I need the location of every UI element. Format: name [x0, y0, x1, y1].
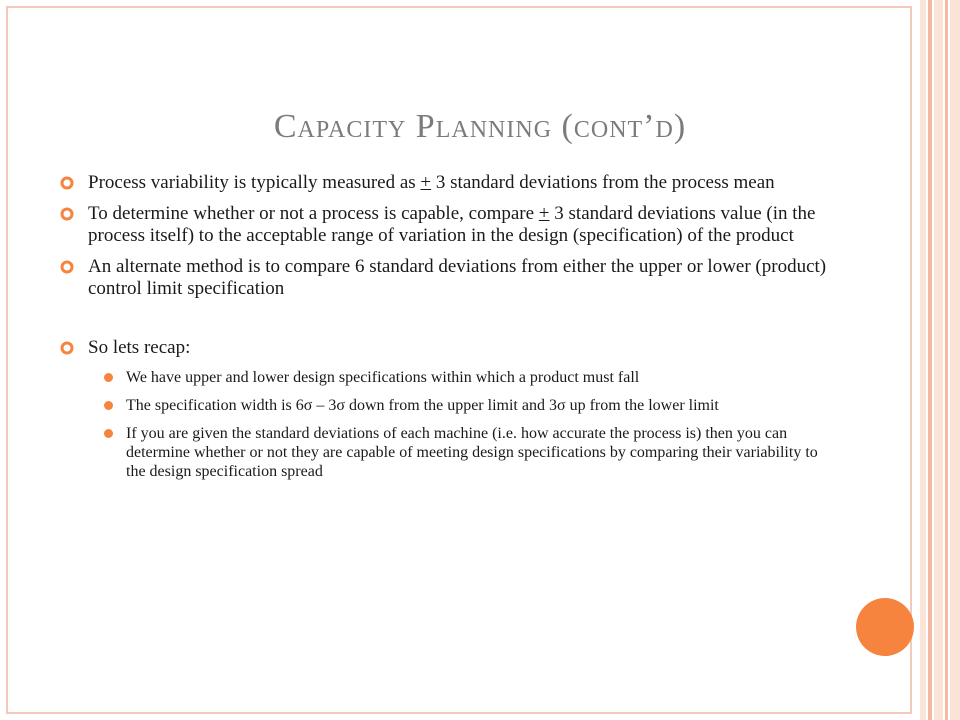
sub-bullet-text: The specification width is 6σ – 3σ down from the upper limit and 3σ up from the lower limit	[126, 397, 719, 414]
bullet-item	[60, 203, 840, 247]
sub-bullet-item	[60, 424, 840, 481]
bullet-text: An alternate method is to compare 6 standard deviations from either the upper or lower (product) control limit specification	[88, 256, 827, 299]
bullet-text: So lets recap:	[88, 337, 191, 358]
sub-bullet-text: We have upper and lower design specifications within which a product must fall	[126, 369, 640, 386]
bullet-text: 3 standard deviations from the process mean	[431, 172, 775, 193]
slide-content	[60, 172, 840, 490]
bullet-item	[60, 337, 840, 359]
dot-bullet-icon	[104, 373, 113, 382]
dot-bullet-icon	[104, 429, 113, 438]
ring-bullet-icon	[60, 260, 74, 274]
bullet-text: To determine whether or not a process is capable, compare	[88, 203, 539, 224]
sub-bullet-text: If you are given the standard deviations of each machine (i.e. how accurate the process is) then you can determine whether or not they are capable of meeting design specifications by comparing their variability to the design specification spread	[126, 425, 818, 480]
dot-bullet-icon	[104, 401, 113, 410]
bullet-item	[60, 256, 840, 300]
spacer	[60, 309, 840, 337]
bullet-item	[60, 172, 840, 194]
ring-bullet-icon	[60, 176, 74, 190]
ring-bullet-icon	[60, 341, 74, 355]
sub-bullet-item	[60, 396, 840, 415]
sub-bullet-item	[60, 368, 840, 387]
slide-title: Capacity Planning (cont’d)	[273, 108, 687, 145]
plus-minus-symbol: +	[420, 172, 432, 193]
plus-minus-symbol: +	[538, 203, 550, 224]
bullet-text: 3 standard deviations value (in the process itself) to the acceptable range of variation in the design (specification) of the product	[88, 203, 816, 246]
orange-circle-icon	[856, 598, 914, 656]
ring-bullet-icon	[60, 207, 74, 221]
bullet-text: Process variability is typically measured as	[88, 172, 421, 193]
